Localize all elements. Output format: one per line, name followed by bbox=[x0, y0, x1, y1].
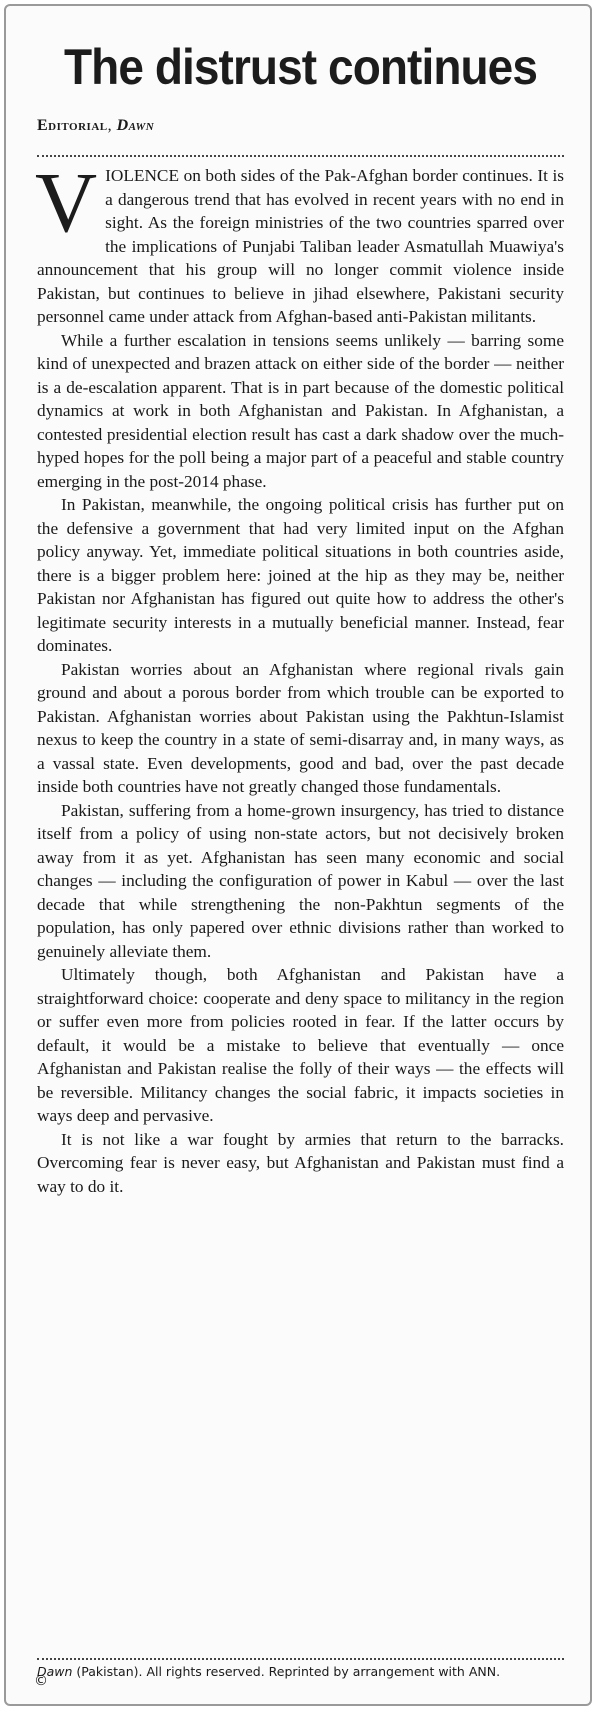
paragraph-7: It is not like a war fought by armies that return to the barracks. Overcoming fear is never easy, but Afghanistan and Pakistan must find a way to do it. bbox=[37, 1129, 564, 1196]
headline: The distrust continues bbox=[63, 39, 538, 95]
drop-cap: V bbox=[35, 154, 98, 250]
credit-paper: Dawn bbox=[37, 1664, 73, 1679]
paragraph-1 bbox=[35, 154, 564, 329]
dotted-rule-top bbox=[37, 155, 564, 157]
paragraph-6: Ultimately though, both Afghanistan and Pakistan have a straightforward choice: cooperate and deny space to militancy in the region or suffer even more from policies rooted in fear. If the latter occurs by default, it would be a mistake to believe that eventually — once Afghanistan and Pakistan realise the folly of their ways — the effects will be reversible. Militancy changes the social fabric, it impacts societies in ways deep and pervasive. bbox=[37, 965, 564, 1125]
byline-section: Editorial bbox=[37, 117, 108, 134]
paragraph-4: Pakistan worries about an Afghanistan where regional rivals gain ground and about a porous border from which trouble can be exported to Pakistan. Afghanistan worries about Pakistan using the Pakhtun-Islamist nexus to keep the country in a state of semi-disarray and, in many ways, as a vassal state. Even developments, good and bad, over the past decade inside both countries have not greatly changed those fundamentals. bbox=[37, 659, 564, 796]
byline-separator: , bbox=[107, 117, 117, 134]
paragraph-2: While a further escalation in tensions seems unlikely — barring some kind of unexpected and brazen attack on either side of the border — neither is a de-escalation apparent. That is in part because of the domestic political dynamics at work in both Afghanistan and Pakistan. In Afghanistan, a contested presidential election result has cast a dark shadow over the much-hyped hopes for the poll being a major part of a peaceful and stable country emerging in the post-2014 phase. bbox=[37, 330, 564, 491]
copyright-symbol: © bbox=[34, 1673, 48, 1689]
byline bbox=[37, 117, 154, 135]
dotted-rule-bottom bbox=[37, 1658, 564, 1660]
byline-paper: Dawn bbox=[116, 117, 155, 134]
paragraph-3: In Pakistan, meanwhile, the ongoing political crisis has further put on the defensive a government that had very limited input on the Afghan policy anyway. Yet, immediate political situations in both countries aside, there is a bigger problem here: joined at the hip as they may be, neither Pakistan nor Afghanistan has figured out quite how to address the other's legitimate security interests in a mutually beneficial manner. Instead, fear dominates. bbox=[37, 495, 564, 655]
paragraph-1-text: IOLENCE on both sides of the Pak-Afghan border continues. It is a dangerous trend that has evolved in recent years with no end in sight. As the foreign ministries of the two countries sparred over the implications of Punjabi Taliban leader Asmatullah Muawiya's announcement that his group will no longer commit violence inside Pakistan, but continues to believe in jihad elsewhere, Pakistani security personnel came under attack from Afghan-based anti-Pakistan militants. bbox=[37, 166, 564, 326]
reprint-credit bbox=[34, 1664, 564, 1689]
article-body bbox=[35, 154, 564, 1198]
paragraph-5: Pakistan, suffering from a home-grown insurgency, has tried to distance itself from a policy of using non-state actors, but not decisively broken away from it as yet. Afghanistan has seen many economic and social changes — including the configuration of power in Kabul — over the last decade that while strengthening the non-Pakhtun segments of the population, has only papered over ethnic divisions rather than worked to genuinely alleviate them. bbox=[37, 800, 564, 961]
credit-text: (Pakistan). All rights reserved. Reprinted by arrangement with ANN. bbox=[72, 1664, 501, 1679]
